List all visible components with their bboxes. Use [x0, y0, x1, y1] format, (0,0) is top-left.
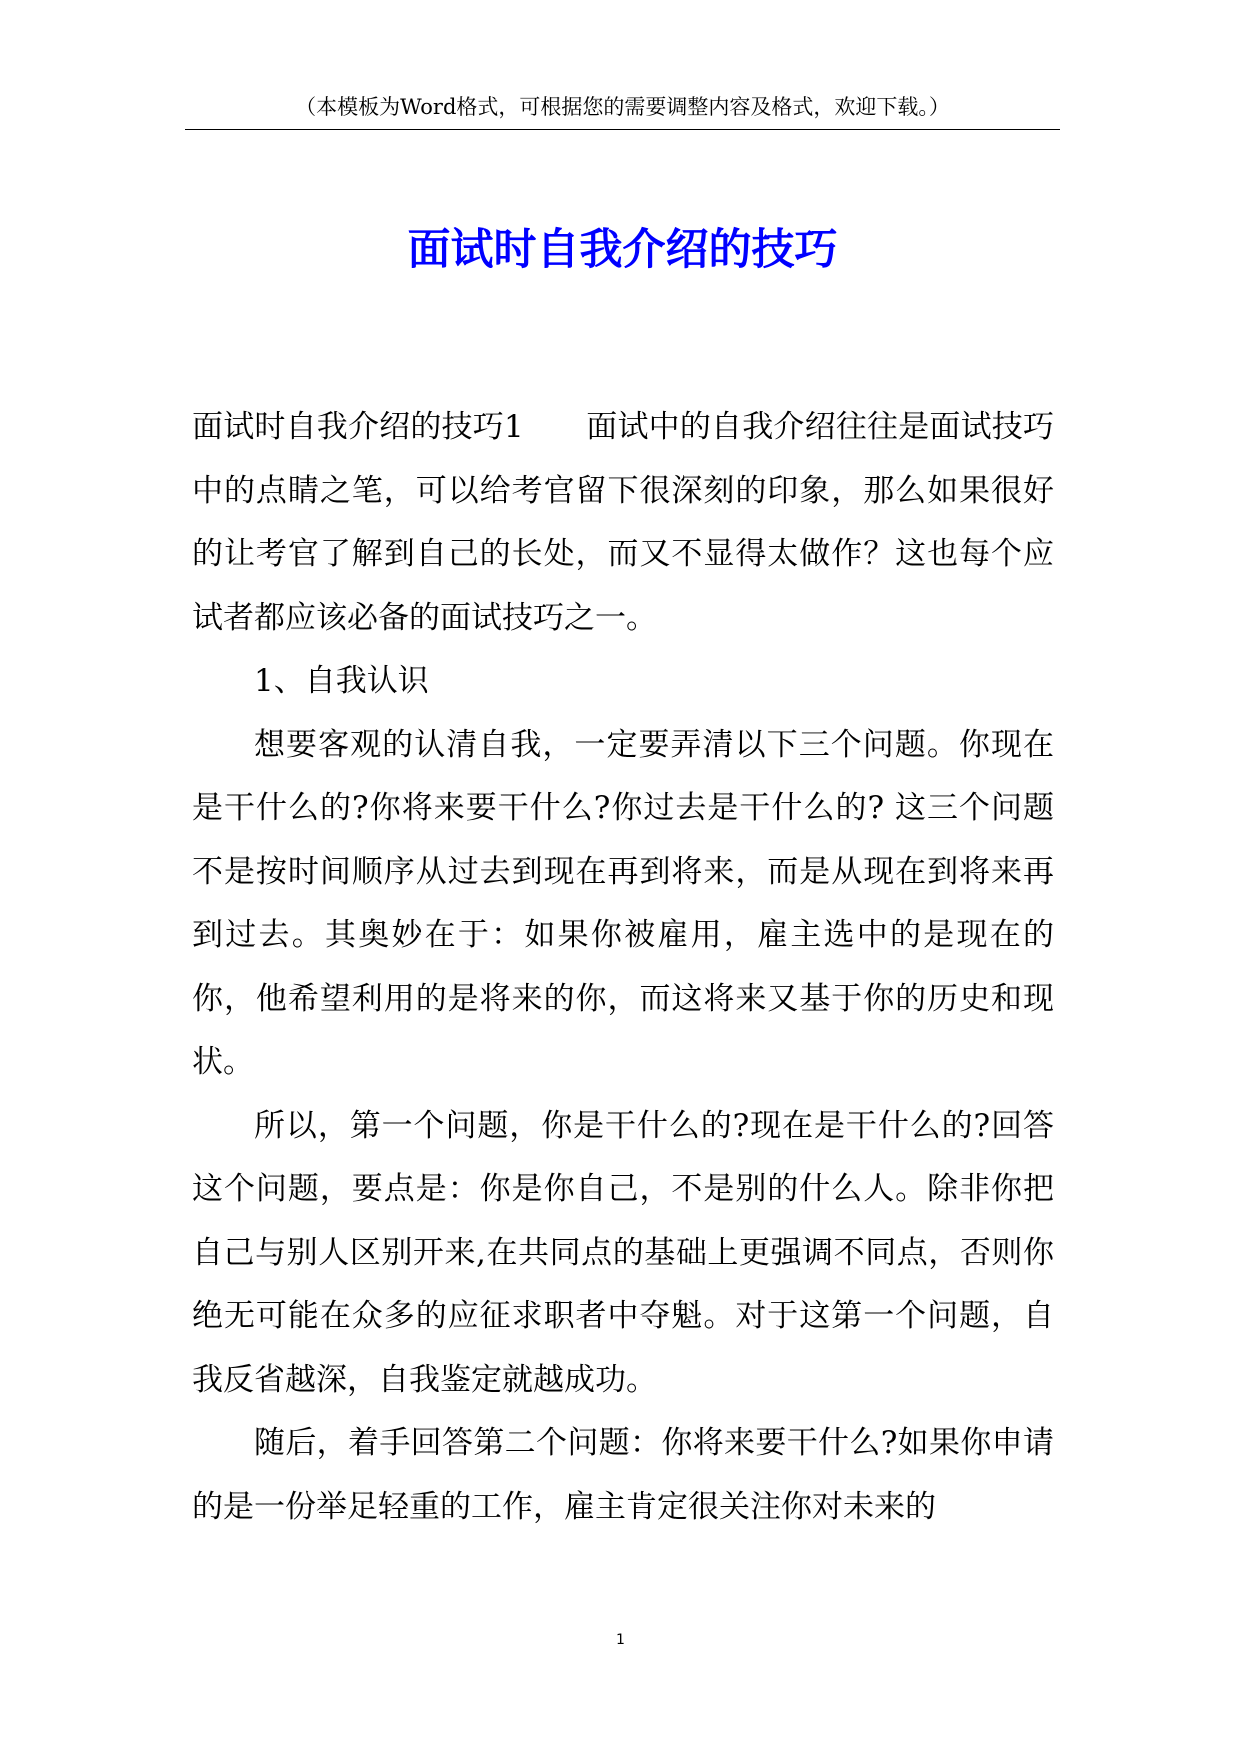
- section-heading-self-awareness: 1、自我认识: [254, 663, 429, 699]
- body-paragraph-intro: 面试时自我介绍的技巧1 面试中的自我介绍往往是面试技巧中的点睛之笔，可以给考官留下很深刻的印象，那么如果很好的让考官了解到自己的长处，而又不显得太做作？这也每个应试者都应该必备的面试技巧之一。: [192, 409, 1054, 636]
- header-note: （本模板为Word格式，可根据您的需要调整内容及格式，欢迎下载。）: [295, 95, 950, 119]
- body-paragraph: 随后，着手回答第二个问题：你将来要干什么?如果你申请的是一份举足轻重的工作，雇主肯定很关注你对未来的: [192, 1425, 1054, 1525]
- body-paragraph: 想要客观的认清自我，一定要弄清以下三个问题。你现在是干什么的?你将来要干什么?你过去是干什么的? 这三个问题不是按时间顺序从过去到现在再到将来，而是从现在到将来再到过去。其奥妙在于：如果你被雇用，雇主选中的是现在的你，他希望利用的是将来的你，而这将来又基于你的历史和现状。: [192, 726, 1054, 1080]
- page-number: 1: [616, 1632, 625, 1648]
- document-title: 面试时自我介绍的技巧: [407, 225, 838, 275]
- body-paragraph: 所以，第一个问题，你是干什么的?现在是干什么的?回答这个问题，要点是：你是你自己，不是别的什么人。除非你把自己与别人区别开来,在共同点的基础上更强调不同点，否则你绝无可能在众多的应征求职者中夺魁。对于这第一个问题，自我反省越深，自我鉴定就越成功。: [192, 1107, 1054, 1398]
- document-body: [192, 396, 1054, 1539]
- header-divider: [185, 129, 1060, 130]
